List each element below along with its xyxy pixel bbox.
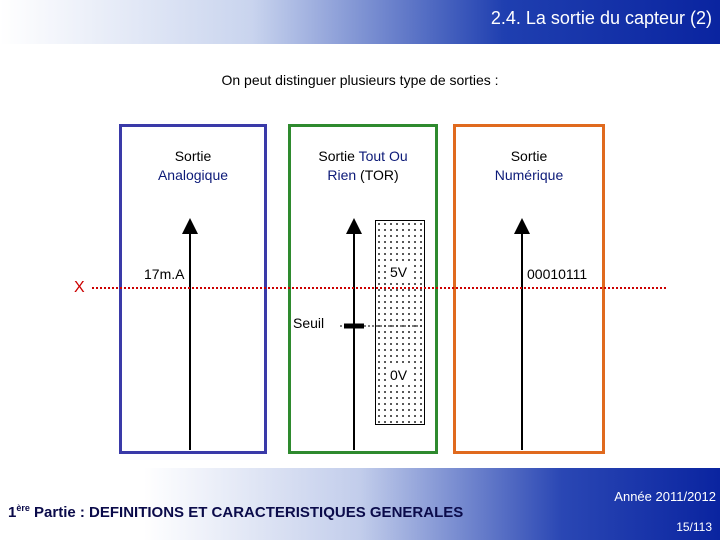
footer-title-sup: ère xyxy=(16,503,30,513)
tor-label-part1: Sortie xyxy=(318,148,359,164)
tor-high-value: 5V xyxy=(387,264,410,280)
seuil-label: Seuil xyxy=(293,315,325,331)
tor-label-part3: Rien xyxy=(327,167,357,183)
tor-low-value: 0V xyxy=(387,367,410,383)
numeric-label-line2: Numérique xyxy=(494,167,564,183)
x-axis-label: X xyxy=(74,279,85,296)
subtitle: On peut distinguer plusieurs type de sorties : xyxy=(221,72,499,88)
footer-title xyxy=(8,503,463,521)
tor-label-part4: (TOR) xyxy=(356,167,399,183)
footer-title-text: Partie : DEFINITIONS ET CARACTERISTIQUES GENERALES xyxy=(29,504,464,521)
footer-title-num: 1 xyxy=(8,504,17,521)
footer-year: Année 2011/2012 xyxy=(614,489,716,504)
tor-label-part2: Tout Ou xyxy=(358,148,408,164)
page-number: 15/113 xyxy=(676,520,712,534)
slide-title: 2.4. La sortie du capteur (2) xyxy=(490,8,712,28)
analog-label-line2: Analogique xyxy=(157,167,229,183)
numeric-value: 00010111 xyxy=(527,266,588,282)
analog-label-line1: Sortie xyxy=(174,148,212,164)
numeric-label-line1: Sortie xyxy=(510,148,548,164)
analog-value: 17m.A xyxy=(144,266,185,282)
